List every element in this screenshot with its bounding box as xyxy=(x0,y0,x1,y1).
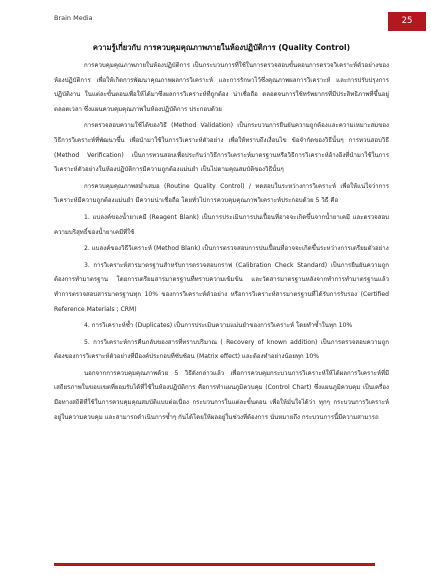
paragraph: นอกจากการควบคุมคุณภาพด้วย 5 วิธีดังกล่าวแล้ว เพื่อการควบคุมกระบวนการวิเคราะห์ให้ได้ผลการวิเคราะห์ที่มีเสถียรภาพในขอบเขตที่ยอมรับได้ที่ใช้ในห้องปฏิบัติการ คือการทำแผนภูมิควบคุม (Control Chart) ซึ่งแผนภูมิควบคุม เป็นเครื่องมือทางสถิติที่ใช้ในการควบคุมคุณสมบัติแบบต่อเนื่อง กระบวนการในแต่ละขั้นตอน เพื่อให้มั่นใจได้ว่า ทุกๆ กระบวนการวิเคราะห์อยู่ในความควบคุม และสามารถดำเนินการซ้ำๆ กันได้โดยให้ผลอยู่ในช่วงที่ต้องการ นั่นหมายถึง กระบวนการนี้มีความสามารถ xyxy=(54,369,389,421)
paragraph: การควบคุมคุณภาพสม่ำเสมอ (Routine Quality Control) / ทดสอบในระหว่างการวิเคราะห์ เพื่อให้แน่ใจว่าการวิเคราะห์มีความถูกต้องแม่นยำ มีความน่าเชื่อถือ โดยทั่วไปการควบคุมคุณภาพวิเคราะห์ประกอบด้วย 5 วิธี คือ xyxy=(54,182,389,205)
list-item: 2. แบลงค์ของวิธีวิเคราะห์ (Method Blank) เป็นการตรวจสอบการปนเปื้อนที่อาจจะเกิดขึ้นระหว่างการเตรียมตัวอย่าง xyxy=(84,245,389,253)
brand-label: Brain Media xyxy=(54,14,93,22)
list-item: 5. การวิเคราะห์การคืนกลับของสารที่ทราบปริมาณ ( Recovery of known addition) เป็นการตรวจสอบความถูกต้องของการวิเคราะห์ตัวอย่างที่มีองค์ประกอบที่ซับซ้อน (Matrix effect) และต้องทำอย่างน้อยทุก 10% xyxy=(54,338,389,361)
footer-rule xyxy=(54,563,375,566)
list-item: 3. การวิเคราะห์สารมาตรฐานสำหรับการตรวจสอบกราฟ (Calibration Check Standard) เป็นการยืนยันความถูกต้องการทำมาตรฐาน โดยการเตรียมสารมาตรฐานที่ทราบความเข้มข้น และวัดสารมาตรฐานหลังจากทำการทำมาตรฐานแล้ว ทำการตรวจสอบสารมาตรฐานทุก 10% ของการวิเคราะห์ตัวอย่าง หรือการวิเคราะห์สารมาตรฐานที่ได้รับการรับรอง (Certified Reference Materials ; CRM) xyxy=(54,261,389,313)
page-header xyxy=(0,0,431,40)
paragraph: การควบคุมคุณภาพภายในห้องปฏิบัติการ เป็นกระบวนการที่ใช้ในการตรวจสอบขั้นตอนการตรวจวิเคราะห์ตัวอย่างของห้องปฏิบัติการ เพื่อให้เกิดการพัฒนาคุณภาพผลการวิเคราะห์ และการรักษาไว้ซึ่งคุณภาพผลการวิเคราะห์ และการปรับปรุงการปฏิบัติงาน ในแต่ละขั้นตอนเพื่อให้ได้มาซึ่งผลการวิเคราะห์ที่ถูกต้อง น่าเชื่อถือ ตลอดจนการใช้ทรัพยากรที่มีประสิทธิภาพที่ขึ้นอยู่ตลอดเวลา ซึ่งแผนควบคุมคุณภาพในห้องปฏิบัติการ ประกอบด้วย xyxy=(54,62,389,113)
page-title: ความรู้เกี่ยวกับ การควบคุมคุณภาพภายในห้องปฏิบัติการ (Quality Control) xyxy=(92,43,351,52)
page-body xyxy=(54,40,389,560)
list-item: 1. แบลงค์ของน้ำยาเคมี (Reagent Blank) เป็นการประเมินการปนเปื้อนที่อาจจะเกิดขึ้นจากน้ำยาเคมี และตรวจสอบความบริสุทธิ์ของน้ำยาเคมีที่ใช้ xyxy=(54,213,389,236)
list-item: 4. การวิเคราะห์ซ้ำ (Duplicates) เป็นการประเมินความแม่นยำของการวิเคราะห์ โดยทำซ้ำในทุก 10% xyxy=(84,322,353,330)
paragraph: การตรวจสอบความใช้ได้ของวิธี (Method Validation) เป็นกระบวนการยืนยันความถูกต้องและความเหมาะสมของวิธีการวิเคราะห์ที่พัฒนาขึ้น เพื่อนำมาใช้ในการวิเคราะห์ตัวอย่าง เพื่อให้ทราบถึงเงื่อนไข ข้อจำกัดของวิธีนั้นๆ การทวนสอบวิธี (Method Verification) เป็นการทวนสอบเพื่อประกันว่าวิธีการวิเคราะห์มาตรฐานหรือวิธีการวิเคราะห์อ้างอิงที่นำมาใช้ในการวิเคราะห์ตัวอย่างในห้องปฏิบัติการมีความถูกต้องแม่นยำ เป็นไปตามคุณสมบัติของวิธีนั้นๆ xyxy=(54,122,389,174)
page-number-badge: 25 xyxy=(388,12,426,31)
